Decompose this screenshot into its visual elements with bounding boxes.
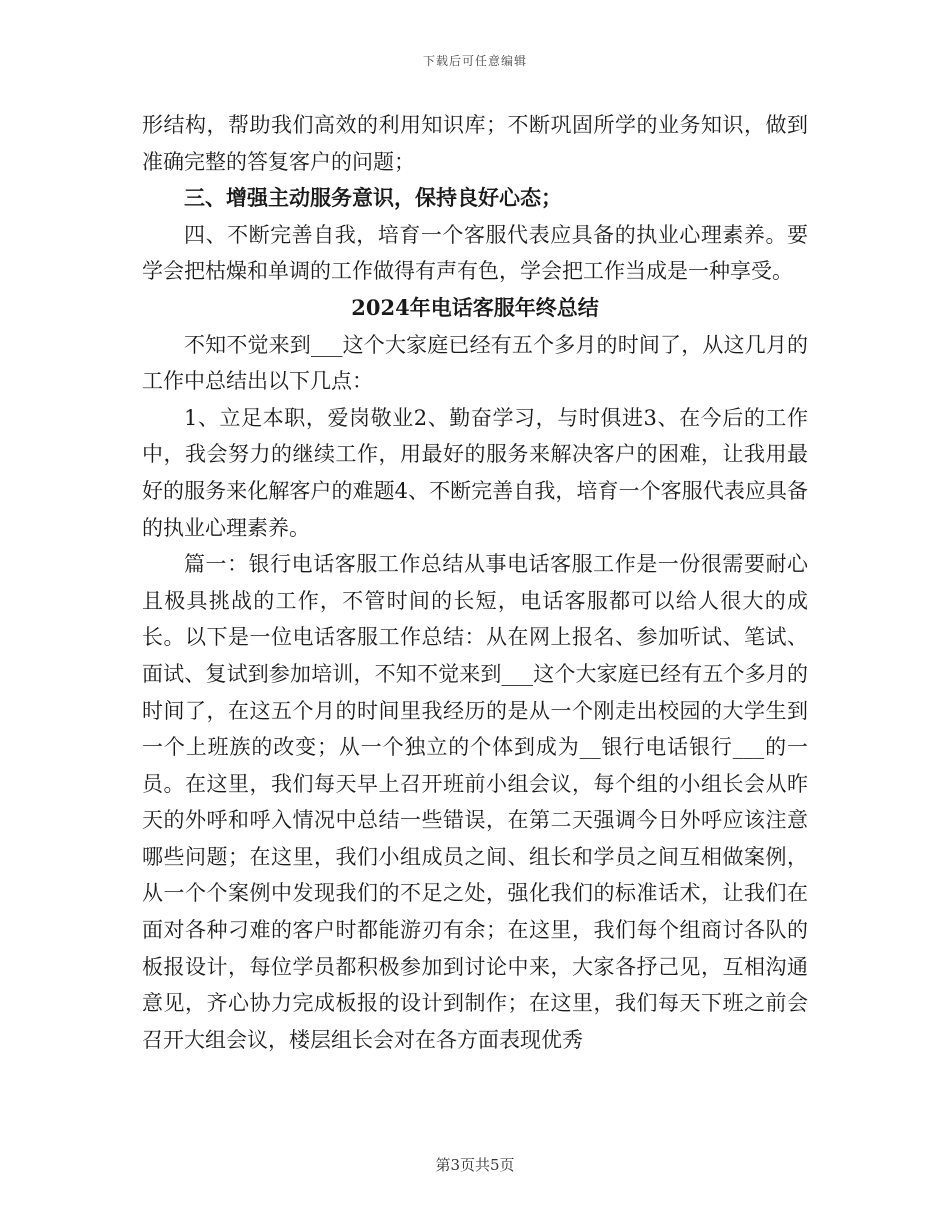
section-heading-three: 三、增强主动服务意识，保持良好心态； bbox=[184, 185, 562, 211]
page-header: 下载后可任意编辑 bbox=[422, 54, 527, 68]
page-number: 第3页共5页 bbox=[435, 1156, 515, 1174]
document-title: 2024年电话客服年终总结 bbox=[351, 294, 599, 320]
paragraph-continuation: 形结构，帮助我们高效的利用知识库；不断巩固所学的业务知识，做到准确完整的答复客户的问题； bbox=[142, 113, 808, 174]
paragraph-article-one: 篇一：银行电话客服工作总结从事电话客服工作是一份很需要耐心且极具挑战的工作，不管时间的长短，电话客服都可以给人很大的成长。以下是一位电话客服工作总结：从在网上报名、参加听试、笔试、面试、复试到参加培训，不知不觉来到___这个大家庭已经有五个多月的时间了，在这五个月的时间里我经历的是从一个刚走出校园的大学生到一个上班族的改变；从一个独立的个体到成为__银行电话银行___的一员。在这里，我们每天早上召开班前小组会议，每个组的小组长会从昨天的外呼和呼入情况中总结一些错误，在第二天强调今日外呼应该注意哪些问题；在这里，我们小组成员之间、组长和学员之间互相做案例，从一个个案例中发现我们的不足之处，强化我们的标准话术，让我们在面对各种刁难的客户时都能游刃有余；在这里，我们每个组商讨各队的板报设计，每位学员都积极参加到讨论中来，大家各抒己见，互相沟通意见，齐心协力完成板报的设计到制作；在这里，我们每天下班之前会召开大组会议，楼层组长会对在各方面表现优秀 bbox=[142, 552, 808, 1052]
paragraph-section-four: 四、不断完善自我，培育一个客服代表应具备的执业心理素养。要学会把枯燥和单调的工作做得有声有色，学会把工作当成是一种享受。 bbox=[142, 222, 808, 284]
paragraph-intro: 不知不觉来到___这个大家庭已经有五个多月的时间了，从这几月的工作中总结出以下几点： bbox=[142, 332, 808, 394]
paragraph-points: 1、立足本职，爱岗敬业2、勤奋学习，与时俱进3、在今后的工作中，我会努力的继续工作，用最好的服务来解决客户的困难，让我用最好的服务来化解客户的难题4、不断完善自我，培育一个客服代表应具备的执业心理素养。 bbox=[142, 405, 808, 540]
document-body bbox=[142, 107, 808, 1058]
